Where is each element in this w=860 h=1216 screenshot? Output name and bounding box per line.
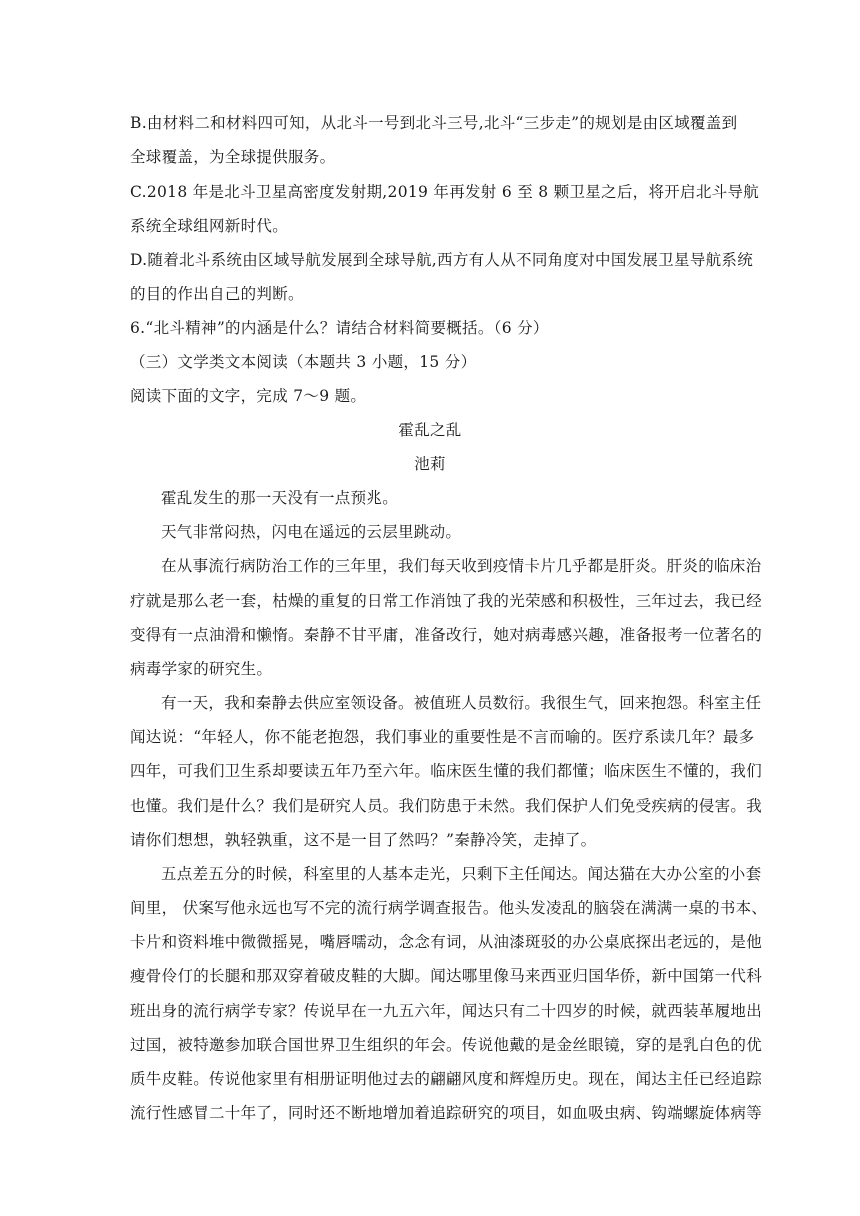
story-author: 池莉: [414, 455, 446, 473]
option-b-line-2: 全球覆盖，为全球提供服务。: [130, 148, 336, 166]
paragraph-4-line-4: 也懂。我们是什么？我们是研究人员。我们防患于未然。我们保护人们免受疾病的侵害。我: [130, 797, 763, 815]
option-c-line-2: 系统全球组网新时代。: [130, 217, 289, 235]
section-instruction: 阅读下面的文字，完成 7～9 题。: [130, 387, 367, 405]
paragraph-3-line-2: 疗就是那么老一套，枯燥的重复的日常工作消蚀了我的光荣感和积极性，三年过去，我已经: [130, 592, 763, 610]
paragraph-2-line-1: 天气非常闷热，闪电在遥远的云层里跳动。: [161, 523, 462, 541]
paragraph-5-line-6: 过国，被特邀参加联合国世界卫生组织的年会。传说他戴的是金丝眼镜，穿的是乳白色的优: [130, 1036, 763, 1054]
paragraph-5-line-1: 五点差五分的时候，科室里的人基本走光，只剩下主任闻达。闻达猫在大办公室的小套: [161, 865, 762, 883]
section-heading: （三）文学类文本阅读（本题共 3 小题，15 分）: [130, 353, 477, 371]
option-b-line-1: B.由材料二和材料四可知，从北斗一号到北斗三号,北斗“三步走”的规划是由区域覆盖到: [130, 114, 738, 132]
paragraph-3-line-3: 变得有一点油滑和懒惰。秦静不甘平庸，准备改行，她对病毒感兴趣，准备报考一位著名的: [130, 626, 763, 644]
question-6: 6.“北斗精神”的内涵是什么？请结合材料简要概括。（6 分）: [130, 319, 549, 337]
paragraph-4-line-3: 四年，可我们卫生系却要读五年乃至六年。临床医生懂的我们都懂；临床医生不懂的，我们: [130, 762, 763, 780]
option-d-line-1: D.随着北斗系统由区域导航发展到全球导航,西方有人从不同角度对中国发展卫星导航系统: [130, 251, 754, 269]
option-d-line-2: 的目的作出自己的判断。: [130, 285, 304, 303]
paragraph-4-line-1: 有一天，我和秦静去供应室领设备。被值班人员数衍。我很生气，回来抱怨。科室主任: [161, 694, 762, 712]
paragraph-5-line-7: 质牛皮鞋。传说他家里有相册证明他过去的翩翩风度和辉煌历史。现在，闻达主任已经追踪: [130, 1070, 763, 1088]
paragraph-5-line-4: 瘦骨伶仃的长腿和那双穿着破皮鞋的大脚。闻达哪里像马来西亚归国华侨，新中国第一代科: [130, 967, 763, 985]
paragraph-5-line-5: 班出身的流行病学专家？传说早在一九五六年，闻达只有二十四岁的时候，就西装革履地出: [130, 1002, 763, 1020]
option-c-line-1: C.2018 年是北斗卫星高密度发射期,2019 年再发射 6 至 8 颗卫星之后，将开启北斗导航: [130, 183, 760, 201]
paragraph-5-line-8: 流行性感冒二十年了，同时还不断地增加着追踪研究的项目，如血吸虫病、钩端螺旋体病等: [130, 1104, 763, 1122]
paragraph-3-line-4: 病毒学家的研究生。: [130, 660, 273, 678]
paragraph-1-line-1: 霍乱发生的那一天没有一点预兆。: [161, 489, 399, 507]
story-title: 霍乱之乱: [398, 421, 462, 439]
paragraph-4-line-5: 请你们想想，孰轻孰重，这不是一目了然吗？”秦静冷笑，走掉了。: [130, 831, 597, 849]
paragraph-4-line-2: 闻达说：“年轻人，你不能老抱怨，我们事业的重要性是不言而喻的。医疗系读几年？最多: [130, 728, 755, 746]
paragraph-5-line-2: 间里， 伏案写他永远也写不完的流行病学调查报告。他头发凌乱的脑袋在满满一桌的书本、: [130, 899, 768, 917]
paragraph-3-line-1: 在从事流行病防治工作的三年里，我们每天收到疫情卡片几乎都是肝炎。肝炎的临床治: [161, 557, 762, 575]
paragraph-5-line-3: 卡片和资料堆中微微摇晃，嘴唇嚅动，念念有词，从油漆斑驳的办公桌底探出老远的，是他: [130, 933, 763, 951]
